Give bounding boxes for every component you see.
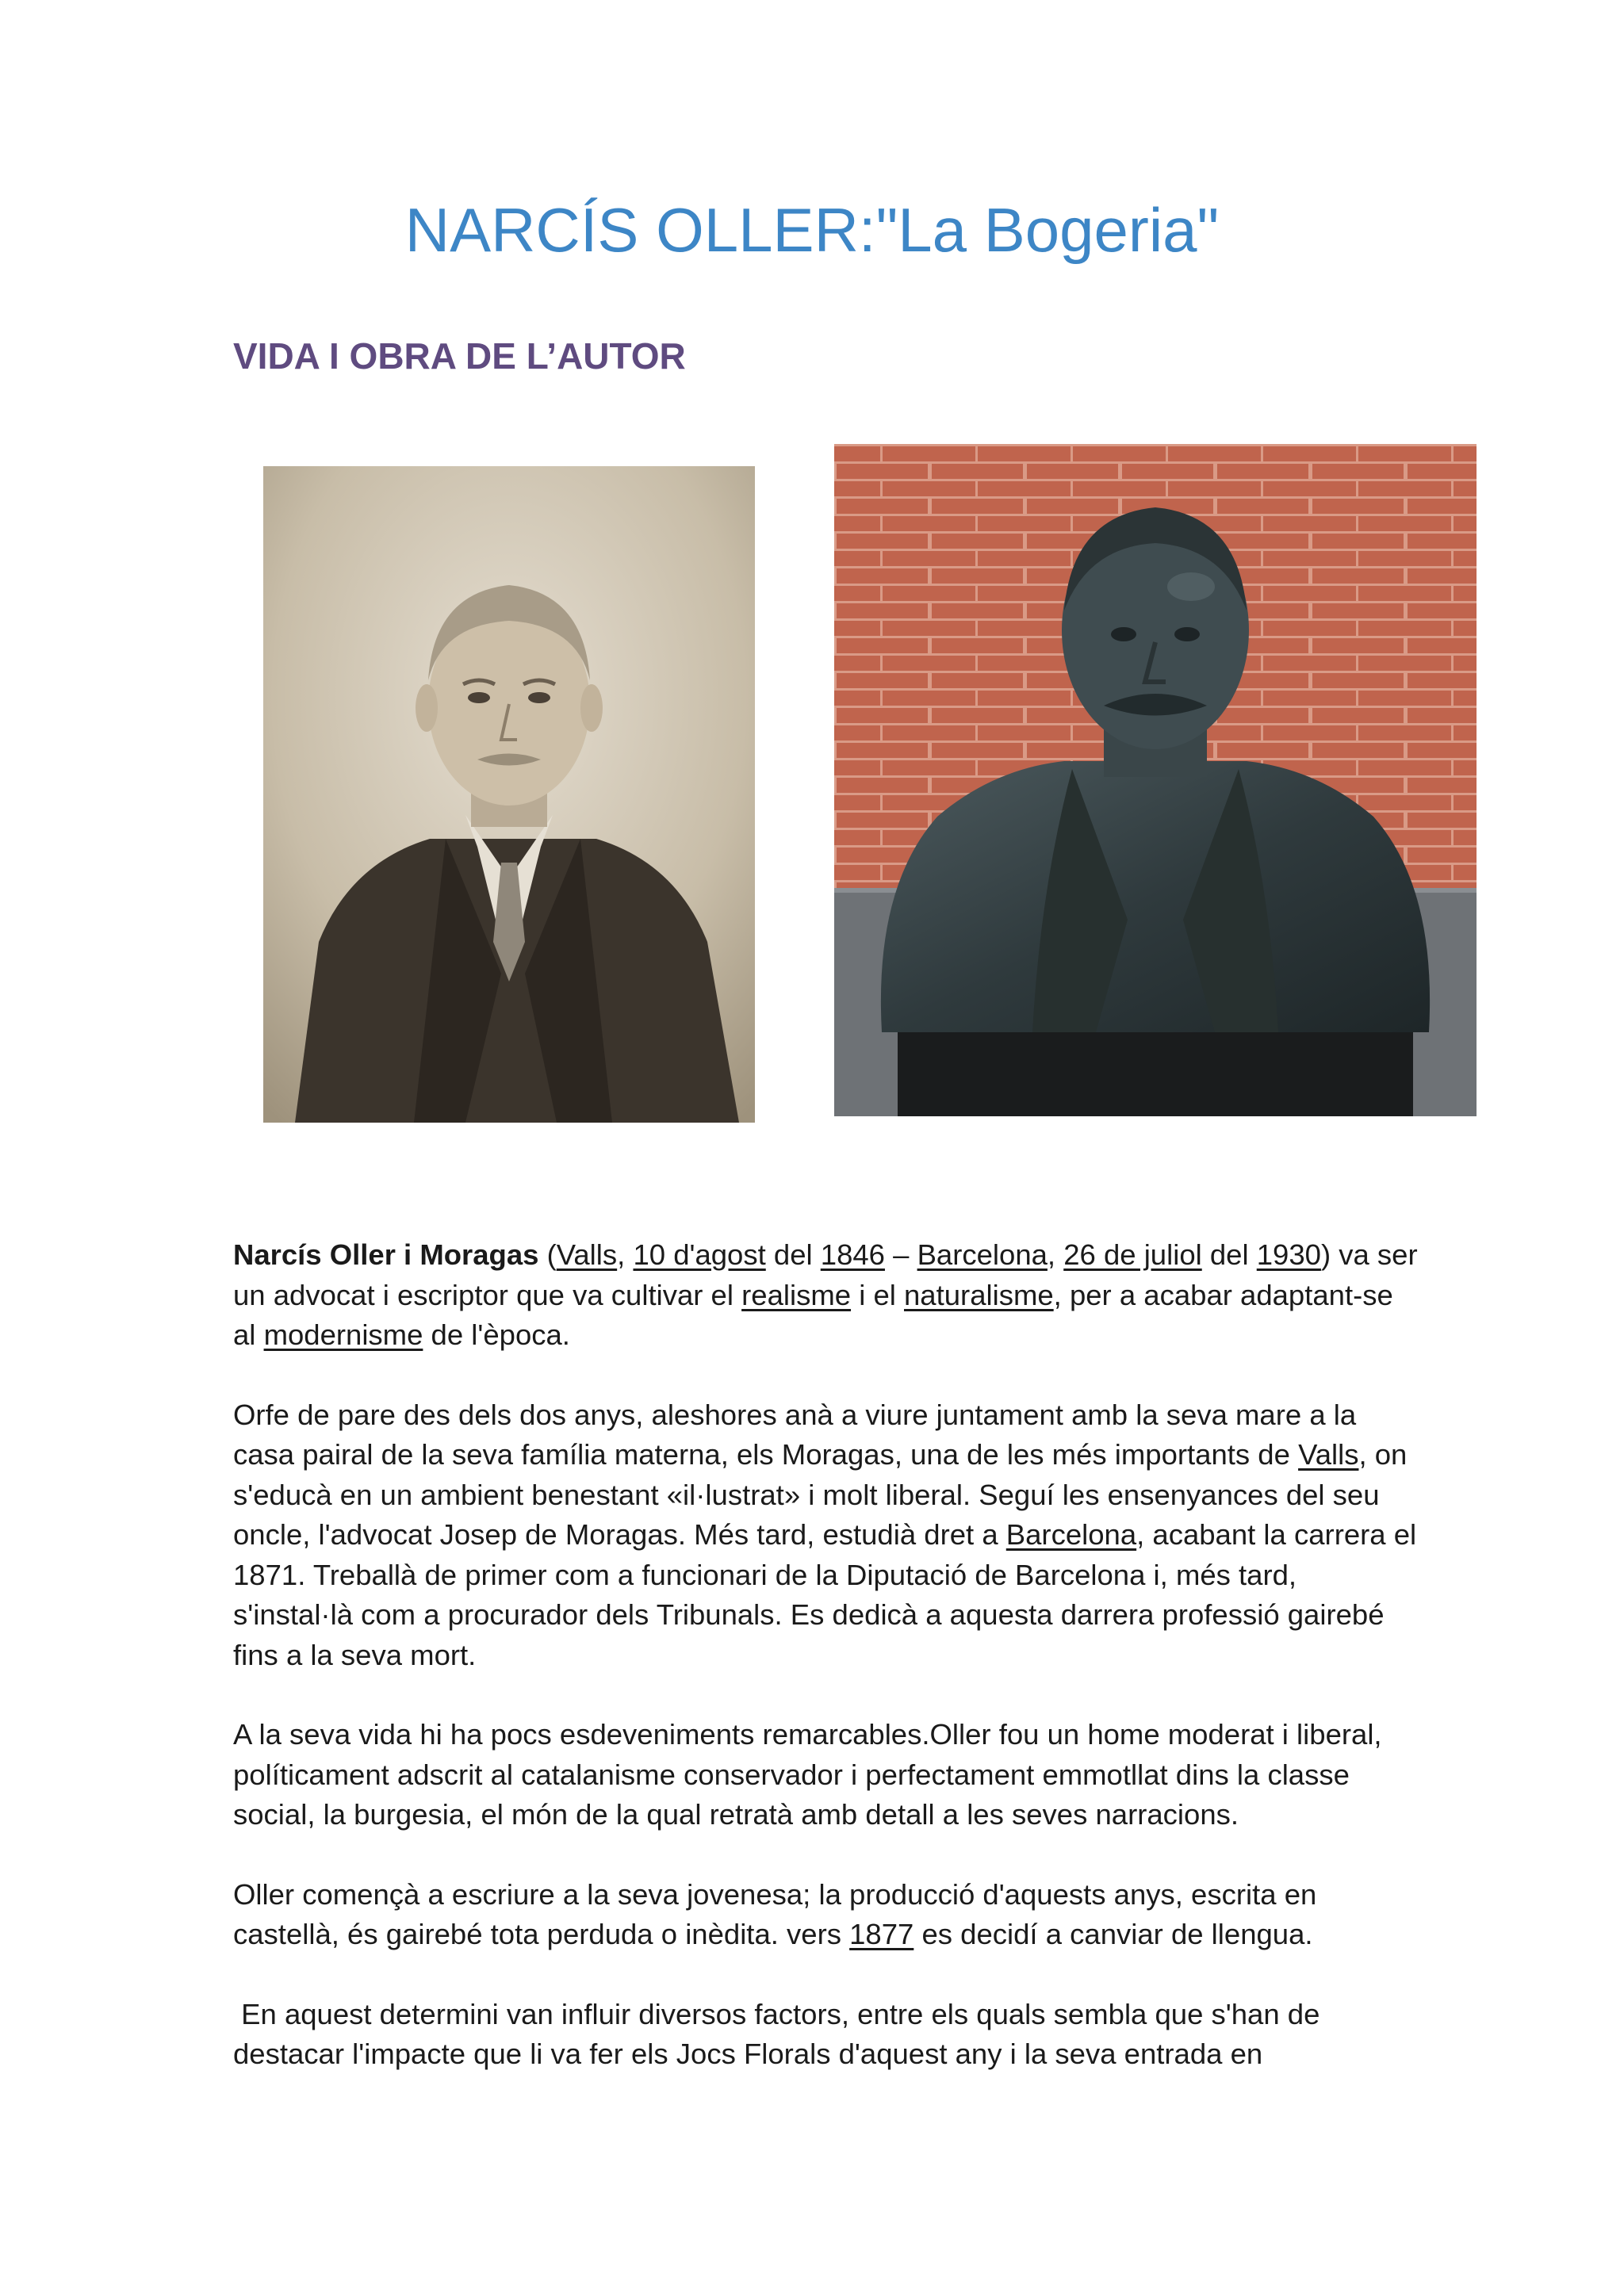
text-run: del <box>765 1238 821 1271</box>
text-run: , acabant la carrera el 1871. Treballà de primer com a funcionari de la Diputació de Barcelona i, més tard, s'instal·là com a procurador dels Tribunals. Es dedicà a aquesta darrera professió gairebé fins a la seva mort. <box>233 1518 1417 1671</box>
paragraph-1 <box>233 1235 1423 1356</box>
link-modernisme[interactable]: modernisme <box>263 1318 423 1351</box>
author-name: Narcís Oller i Moragas <box>233 1238 539 1271</box>
paragraph-3: A la seva vida hi ha pocs esdeveniments remarcables.Oller fou un home moderat i liberal, políticament adscrit al catalanisme conservador i perfectament emmotllat dins la classe social, la burgesia, el món de la qual retratà amb detall a les seves narracions. <box>233 1718 1382 1831</box>
link-1930[interactable]: 1930 <box>1256 1238 1321 1271</box>
section-heading: VIDA I OBRA DE L’AUTOR <box>233 335 686 377</box>
body-text <box>233 1235 1423 2114</box>
text-run: del <box>1201 1238 1257 1271</box>
link-barcelona[interactable]: Barcelona <box>1005 1518 1137 1551</box>
text-run: , per a acabar adaptant-se al <box>233 1278 1393 1351</box>
link-1877[interactable]: 1877 <box>849 1918 914 1950</box>
link-barcelona[interactable]: Barcelona <box>917 1238 1048 1271</box>
portrait-photo <box>263 466 755 1123</box>
bronze-bust-photo <box>834 444 1477 1116</box>
text-run: es decidí a canviar de llengua. <box>914 1918 1313 1950</box>
link-valls[interactable]: Valls <box>556 1238 618 1271</box>
link-realisme[interactable]: realisme <box>741 1278 852 1311</box>
paragraph-2 <box>233 1395 1423 1676</box>
text-run: , on s'educà en un ambient benestant «il·lustrat» i molt liberal. Seguí les ensenyances del seu oncle, l'advocat Josep de Moragas. Més tard, estudià dret a <box>233 1438 1408 1551</box>
link-birth-date[interactable]: 10 d'agost <box>633 1238 766 1271</box>
paragraph-5: En aquest determini van influir diversos factors, entre els quals sembla que s'han de destacar l'impacte que li va fer els Jocs Florals d'aquest any i la seva entrada en <box>233 1997 1328 2070</box>
text-run: – <box>884 1238 917 1271</box>
text-run: Oller començà a escriure a la seva jovenesa; la producció d'aquests anys, escrita en castellà, és gairebé tota perduda o inèdita. vers <box>233 1877 1317 1950</box>
link-death-date[interactable]: 26 de juliol <box>1063 1238 1202 1271</box>
text-run: , <box>1047 1238 1064 1271</box>
link-1846[interactable]: 1846 <box>820 1238 885 1271</box>
paragraph-4 <box>233 1875 1423 1955</box>
link-naturalisme[interactable]: naturalisme <box>904 1278 1054 1311</box>
text-run: Orfe de pare des dels dos anys, aleshores anà a viure juntament amb la seva mare a la casa pairal de la seva família materna, els Moragas, una de les més importants de <box>233 1398 1357 1471</box>
text-run: ) va ser un advocat i escriptor que va cultivar el <box>233 1238 1418 1311</box>
text-run: de l'època. <box>423 1318 570 1351</box>
page-title: NARCÍS OLLER:"La Bogeria" <box>404 195 1220 265</box>
text-run: i el <box>851 1278 904 1311</box>
link-valls[interactable]: Valls <box>1298 1438 1359 1471</box>
text-run: ( <box>538 1238 557 1271</box>
text-run: , <box>617 1238 634 1271</box>
